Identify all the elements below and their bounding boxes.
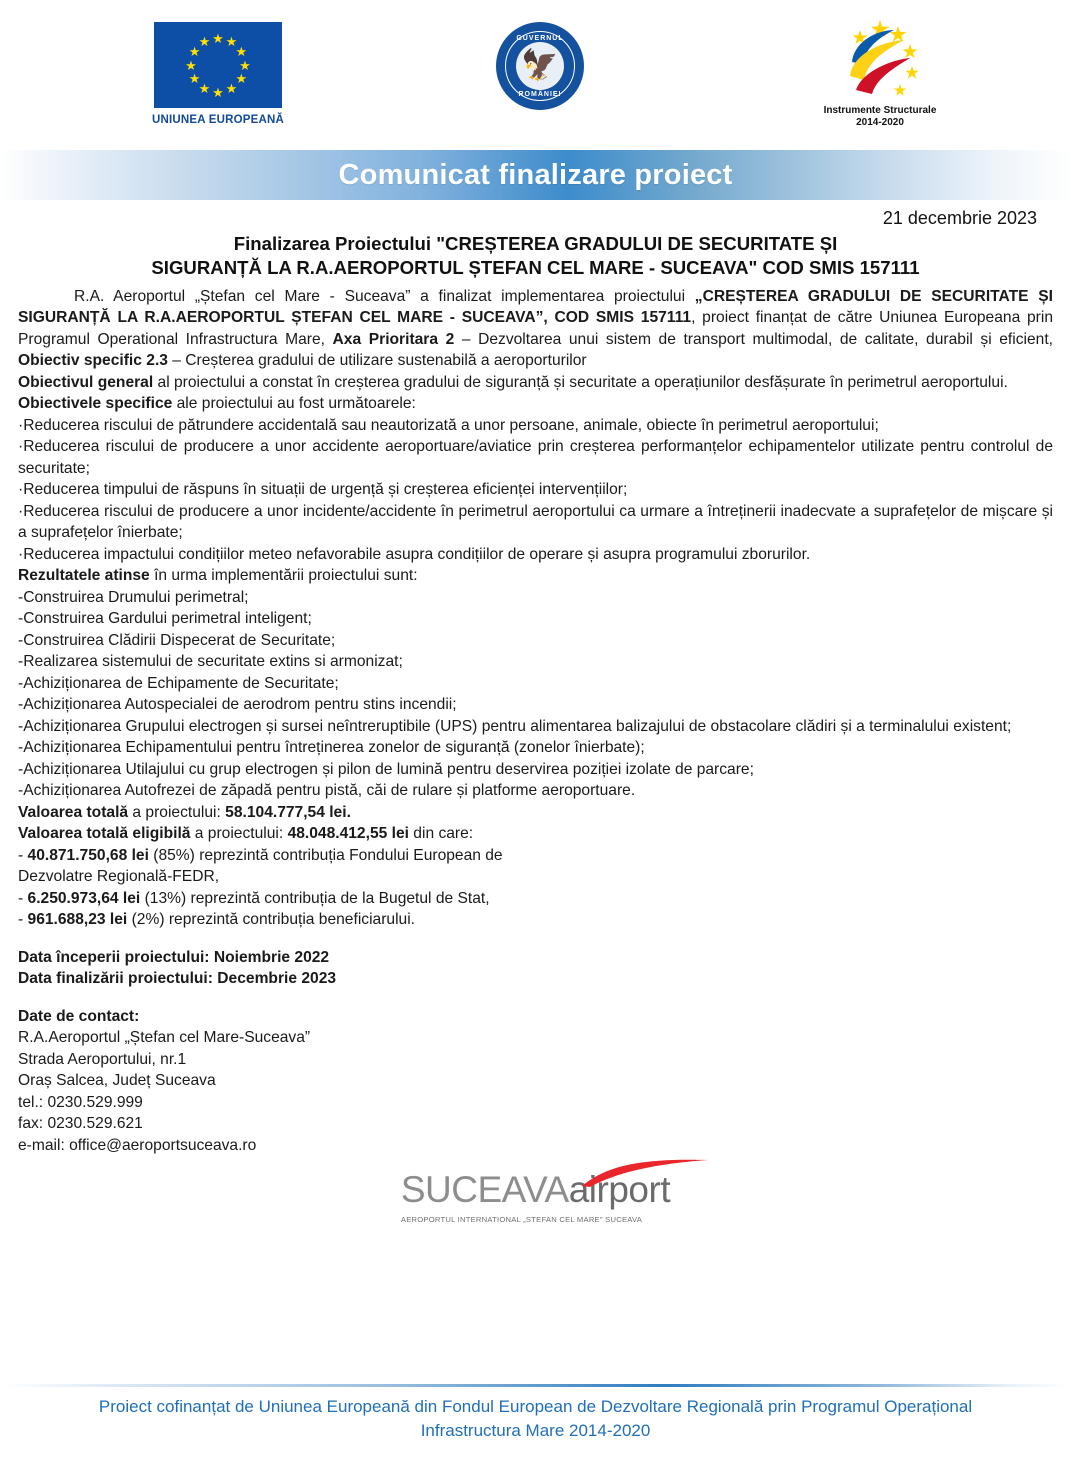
structural-instruments-caption-line1: Instrumente Structurale <box>823 105 937 116</box>
contact-heading <box>18 1006 1053 1028</box>
contact-email: e-mail: office@aeroportsuceava.ro <box>18 1136 257 1154</box>
structural-instruments-logo <box>790 18 970 129</box>
breakdown-rest: (85%) reprezintă contribuția Fondului European de <box>148 846 503 864</box>
project-start-date-text: Data începerii proiectului: Noiembrie 2022 <box>18 948 330 966</box>
budget-breakdown-row <box>18 888 1053 910</box>
eligible-value-label: Valoarea totală eligibilă <box>18 825 191 842</box>
result-item: -Achiziționarea Autofrezei de zăpadă pentru pistă, căi de rulare și platforme aeroportuare. <box>18 782 636 799</box>
eligible-value-line <box>18 823 1053 845</box>
eligible-value-suffix: din care: <box>408 825 474 842</box>
contact-line: Oraș Salcea, Județ Suceava <box>18 1072 216 1089</box>
eu-logo <box>138 22 298 126</box>
breakdown-rest: Dezvolatre Regională-FEDR, <box>18 868 220 885</box>
general-objective-label: Obiectivul general <box>18 373 154 391</box>
government-of-romania-logo <box>470 22 610 110</box>
budget-breakdown-row <box>18 866 1053 888</box>
eu-flag-icon <box>154 22 282 108</box>
result-item: -Achiziționarea Grupului electrogen și sursei neîntreruptibile (UPS) pentru alimentarea balizajului de obstacolare clădiri și a terminalului existent; <box>18 717 1012 735</box>
result-item: -Realizarea sistemului de securitate extins si armonizat; <box>18 653 403 670</box>
result-item: -Achiziționarea Utilajului cu grup electrogen și pilon de lumină pentru deservirea poziției izolate de parcare; <box>18 760 754 778</box>
results-label: Rezultatele atinse <box>18 567 150 584</box>
intro-specific-objective: Obiectiv specific 2.3 <box>18 352 168 369</box>
page-title-line1: Finalizarea Proiectului "CREȘTEREA GRADULUI DE SECURITATE ȘI <box>233 232 838 254</box>
intro-part-g: – Creșterea gradului de utilizare sustenabilă a aeroporturilor <box>167 352 587 369</box>
banner-title: Comunicat finalizare proiect <box>338 158 733 191</box>
budget-breakdown-row <box>18 845 1053 867</box>
eu-star-icon: ★ <box>198 80 211 96</box>
airport-logo-subtitle: AEROPORTUL INTERNATIONAL „STEFAN CEL MARE" SUCEAVA <box>400 1215 643 1224</box>
airport-swoosh-icon <box>580 1158 712 1188</box>
project-end-date-text: Data finalizării proiectului: Decembrie 2023 <box>18 970 337 987</box>
eu-star-icon: ★ <box>235 44 248 59</box>
structural-instruments-caption-line2: 2014-2020 <box>856 117 904 128</box>
intro-part-e: – Dezvoltarea unui sistem de transport multimodal, de calitate, durabil și eficient, <box>454 330 1054 348</box>
result-item: -Construirea Gardului perimetral inteligent; <box>18 610 312 627</box>
eu-star-icon: ★ <box>239 57 251 73</box>
seal-text-top: GUVERNUL <box>516 35 564 42</box>
contact-phone: tel.: 0230.529.999 <box>18 1093 143 1111</box>
contact-heading-text: Date de contact: <box>18 1007 140 1025</box>
project-start-date <box>18 947 1053 969</box>
specific-objective-item: ·Reducerea timpului de răspuns în situații de urgență și creșterea eficienței intervențiilor; <box>18 481 628 498</box>
footer-funding-note-line1: Proiect cofinanțat de Uniunea Europeană din Fondul European de Dezvoltare Regională prin Programul Operațional <box>98 1397 973 1416</box>
government-seal-icon <box>496 22 584 110</box>
specific-objectives-heading <box>18 393 1053 415</box>
results-heading <box>18 565 1053 587</box>
eligible-value-amount: 48.048.412,55 lei <box>287 825 409 842</box>
breakdown-rest: (2%) reprezintă contribuția beneficiarului. <box>127 911 416 928</box>
eu-star-icon: ★ <box>225 34 238 50</box>
footer-funding-note <box>0 1395 1071 1443</box>
result-item: -Construirea Clădirii Dispecerat de Securitate; <box>18 631 336 649</box>
breakdown-prefix: - <box>18 846 28 864</box>
total-value-label: Valoarea totală <box>18 803 129 821</box>
contact-line: R.A.Aeroportul „Ștefan cel Mare-Suceava” <box>18 1029 311 1046</box>
specific-objective-item: ·Reducerea riscului de pătrundere accidentală sau neautorizată a unor persoane, animale, obiecte în perimetrul aeroportului; <box>18 416 879 434</box>
document-body <box>0 200 1071 1236</box>
result-item: -Achiziționarea de Echipamente de Securitate; <box>18 674 339 692</box>
title-banner <box>0 150 1071 200</box>
breakdown-amount: 6.250.973,64 lei <box>27 889 141 907</box>
specific-objective-item: ·Reducerea impactului condițiilor meteo nefavorabile asupra condițiilor de operare și asupra programului zborurilor. <box>18 545 811 563</box>
logo-header-strip <box>0 0 1071 150</box>
result-item: -Achiziționarea Autospecialei de aerodrom pentru stins incendii; <box>18 696 457 713</box>
suceava-airport-logo <box>18 1170 1053 1236</box>
total-value-mid: a proiectului: <box>128 803 226 821</box>
total-value-amount: 58.104.777,54 lei. <box>225 803 351 821</box>
eu-star-icon: ★ <box>198 34 211 50</box>
specific-objectives-text: ale proiectului au fost următoarele: <box>172 395 416 412</box>
breakdown-prefix: - <box>18 911 28 928</box>
intro-project-name: „CREȘTEREA GRADULUI DE SECURITATE ȘI SIGURANȚĂ LA R.A.AEROPORTUL ȘTEFAN CEL MARE - SUCEAVA”, COD SMIS 157111 <box>18 287 1053 326</box>
intro-axis: Axa Prioritara 2 <box>332 330 455 348</box>
eagle-icon: 🦅 <box>521 49 559 82</box>
eu-logo-caption: UNIUNEA EUROPEANĂ <box>151 114 285 126</box>
eu-star-icon: ★ <box>212 84 224 100</box>
airport-logo-word1: SUCEAVA <box>400 1169 569 1210</box>
specific-objective-item: ·Reducerea riscului de producere a unor accidente aeroportuare/aviatice prin creșterea performanțelor echipamentelor utilizate pentru controlul de securitate; <box>18 438 1053 477</box>
eu-star-icon: ★ <box>188 71 201 86</box>
breakdown-amount: 961.688,23 lei <box>27 911 128 928</box>
document-date: 21 decembrie 2023 <box>882 208 1037 228</box>
project-end-date <box>18 968 1053 990</box>
general-objective-text: al proiectului a constat în creșterea gradului de siguranță și securitate a operațiunilor desfășurate în perimetrul aeroportului. <box>153 373 1008 391</box>
spacer <box>18 931 1053 947</box>
intro-paragraph <box>18 286 1053 372</box>
eligible-value-mid: a proiectului: <box>190 825 288 842</box>
eu-star-icon: ★ <box>225 80 238 96</box>
contact-fax: fax: 0230.529.621 <box>18 1115 143 1132</box>
structural-instruments-caption <box>790 105 970 129</box>
total-value-line <box>18 802 1053 824</box>
footer-divider <box>0 1384 1071 1387</box>
eu-star-icon: ★ <box>188 44 201 59</box>
contact-line: Strada Aeroportului, nr.1 <box>18 1050 187 1068</box>
structural-instruments-icon <box>834 18 926 102</box>
results-text: în urma implementării proiectului sunt: <box>149 567 418 584</box>
page-title-line2: SIGURANȚĂ LA R.A.AEROPORTUL ȘTEFAN CEL MARE - SUCEAVA" COD SMIS 157111 <box>151 256 920 278</box>
result-item: -Achiziționarea Echipamentului pentru întreținerea zonelor de siguranță (zonelor înierbate); <box>18 739 645 756</box>
breakdown-rest: (13%) reprezintă contribuția de la Bugetul de Stat, <box>140 889 490 907</box>
seal-text-bottom: ROMÂNIEI <box>518 91 562 98</box>
eu-star-icon: ★ <box>235 71 248 86</box>
breakdown-prefix: - <box>18 889 28 907</box>
budget-breakdown-row <box>18 909 1053 931</box>
eu-star-icon: ★ <box>212 30 224 46</box>
suceava-airport-logo-inner <box>401 1170 670 1231</box>
footer-funding-note-line2: Infrastructura Mare 2014-2020 <box>420 1421 651 1440</box>
breakdown-amount: 40.871.750,68 lei <box>27 846 149 864</box>
specific-objectives-label: Obiectivele specifice <box>18 395 173 412</box>
airport-logo-word2: airport <box>568 1169 671 1210</box>
eu-star-icon: ★ <box>185 57 197 73</box>
intro-part-c: , proiect finanțat de către Uniunea Europeana prin Programul Operational Infrastructura Mare, <box>18 309 1053 348</box>
spacer <box>18 990 1053 1006</box>
result-item: -Construirea Drumului perimetral; <box>18 588 249 606</box>
page-title <box>18 232 1053 280</box>
specific-objective-item: ·Reducerea riscului de producere a unor incidente/accidente în perimetrul aeroportului ca urmare a întreținerii inadecvate a suprafețelor de mișcare și a suprafețelor înierbate; <box>18 502 1053 541</box>
general-objective-paragraph <box>18 372 1053 394</box>
intro-part-a: R.A. Aeroportul „Ștefan cel Mare - Suceava” a finalizat implementarea proiectului <box>74 287 695 305</box>
